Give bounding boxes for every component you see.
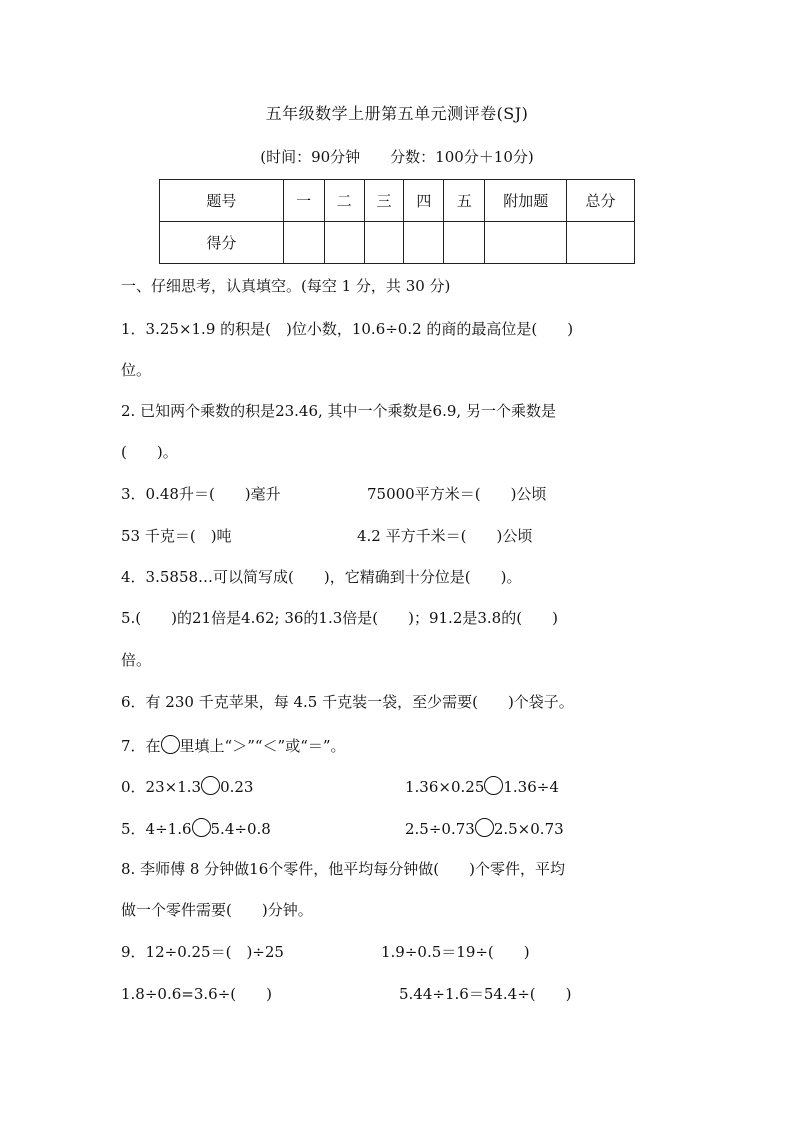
score-cell-bonus[interactable] bbox=[485, 222, 567, 264]
question-6: 6．有 230 千克苹果，每 4.5 千克装一袋，至少需要( )个袋子。 bbox=[121, 693, 574, 711]
question-8-line-1: 8. 李师傅 8 分钟做16个零件，他平均每分钟做( )个零件，平均 bbox=[121, 860, 565, 878]
question-7-b-left: 1.36×0.25 bbox=[405, 778, 485, 796]
question-7-d-right: 2.5×0.73 bbox=[493, 820, 564, 838]
question-3-d: 4.2 平方千米＝( )公顷 bbox=[357, 527, 533, 545]
question-1-line-1: 1．3.25×1.9 的积是( )位小数，10.6÷0.2 的商的最高位是( ) bbox=[121, 320, 574, 338]
header-cell-1: 一 bbox=[283, 180, 324, 222]
question-2-line-2: ( )。 bbox=[121, 443, 178, 461]
question-7-b-right: 1.36÷4 bbox=[503, 778, 559, 796]
question-9-a: 9．12÷0.25＝( )÷25 bbox=[121, 943, 284, 961]
question-5-line-1: 5.( )的21倍是4.62; 36的1.3倍是( )；91.2是3.8的( ) bbox=[121, 609, 558, 627]
question-7-c bbox=[121, 818, 271, 839]
circle-blank-icon[interactable] bbox=[192, 818, 211, 837]
score-cell-5[interactable] bbox=[444, 222, 485, 264]
question-9-b: 1.9÷0.5＝19÷( ) bbox=[381, 943, 530, 961]
score-table-header-row bbox=[160, 180, 635, 222]
question-1-line-2: 位。 bbox=[121, 361, 152, 379]
question-9-c: 1.8÷0.6=3.6÷( ) bbox=[121, 985, 272, 1003]
question-8-line-2: 做一个零件需要( )分钟。 bbox=[121, 901, 313, 919]
score-row-label: 得分 bbox=[160, 222, 284, 264]
question-3-b: 75000平方米＝( )公顷 bbox=[367, 485, 547, 503]
question-2-line-1: 2. 已知两个乘数的积是23.46, 其中一个乘数是6.9, 另一个乘数是 bbox=[121, 402, 556, 420]
circle-blank-icon[interactable] bbox=[484, 776, 503, 795]
header-cell-2: 二 bbox=[324, 180, 364, 222]
header-cell-bonus: 附加题 bbox=[485, 180, 567, 222]
question-3-a: 3．0.48升＝( )毫升 bbox=[121, 485, 281, 503]
exam-title: 五年级数学上册第五单元测评卷(SJ) bbox=[265, 104, 529, 123]
question-7 bbox=[121, 735, 346, 756]
question-7-c-right: 5.4÷0.8 bbox=[210, 820, 271, 838]
exam-subtitle: (时间：90分钟 分数：100分＋10分) bbox=[260, 148, 534, 166]
header-cell-number: 题号 bbox=[160, 180, 284, 222]
question-7-prefix: 7．在 bbox=[121, 737, 161, 755]
circle-blank-icon bbox=[161, 735, 180, 754]
header-cell-3: 三 bbox=[364, 180, 404, 222]
section-heading: 一、仔细思考，认真填空。(每空 1 分，共 30 分) bbox=[121, 277, 451, 295]
header-cell-4: 四 bbox=[404, 180, 444, 222]
header-cell-5: 五 bbox=[444, 180, 485, 222]
score-cell-2[interactable] bbox=[324, 222, 364, 264]
score-cell-total[interactable] bbox=[567, 222, 635, 264]
header-cell-total: 总分 bbox=[567, 180, 635, 222]
score-cell-4[interactable] bbox=[404, 222, 444, 264]
question-7-a bbox=[121, 776, 253, 797]
score-cell-3[interactable] bbox=[364, 222, 404, 264]
question-9-d: 5.44÷1.6＝54.4÷( ) bbox=[399, 985, 572, 1003]
score-cell-1[interactable] bbox=[283, 222, 324, 264]
question-7-a-left: 0．23×1.3 bbox=[121, 778, 202, 796]
question-7-c-left: 5．4÷1.6 bbox=[121, 820, 192, 838]
question-7-b bbox=[405, 776, 559, 797]
question-7-suffix: 里填上“＞”“＜”或“＝”。 bbox=[179, 737, 346, 755]
circle-blank-icon[interactable] bbox=[475, 818, 494, 837]
question-7-d bbox=[405, 818, 564, 839]
question-3-c: 53 千克＝( )吨 bbox=[121, 527, 232, 545]
question-7-a-right: 0.23 bbox=[220, 778, 254, 796]
question-5-line-2: 倍。 bbox=[121, 651, 152, 669]
score-table bbox=[159, 179, 635, 264]
score-table-score-row bbox=[160, 222, 635, 264]
question-7-d-left: 2.5÷0.73 bbox=[405, 820, 475, 838]
circle-blank-icon[interactable] bbox=[201, 776, 220, 795]
question-4: 4．3.5858…可以简写成( )，它精确到十分位是( )。 bbox=[121, 568, 522, 586]
